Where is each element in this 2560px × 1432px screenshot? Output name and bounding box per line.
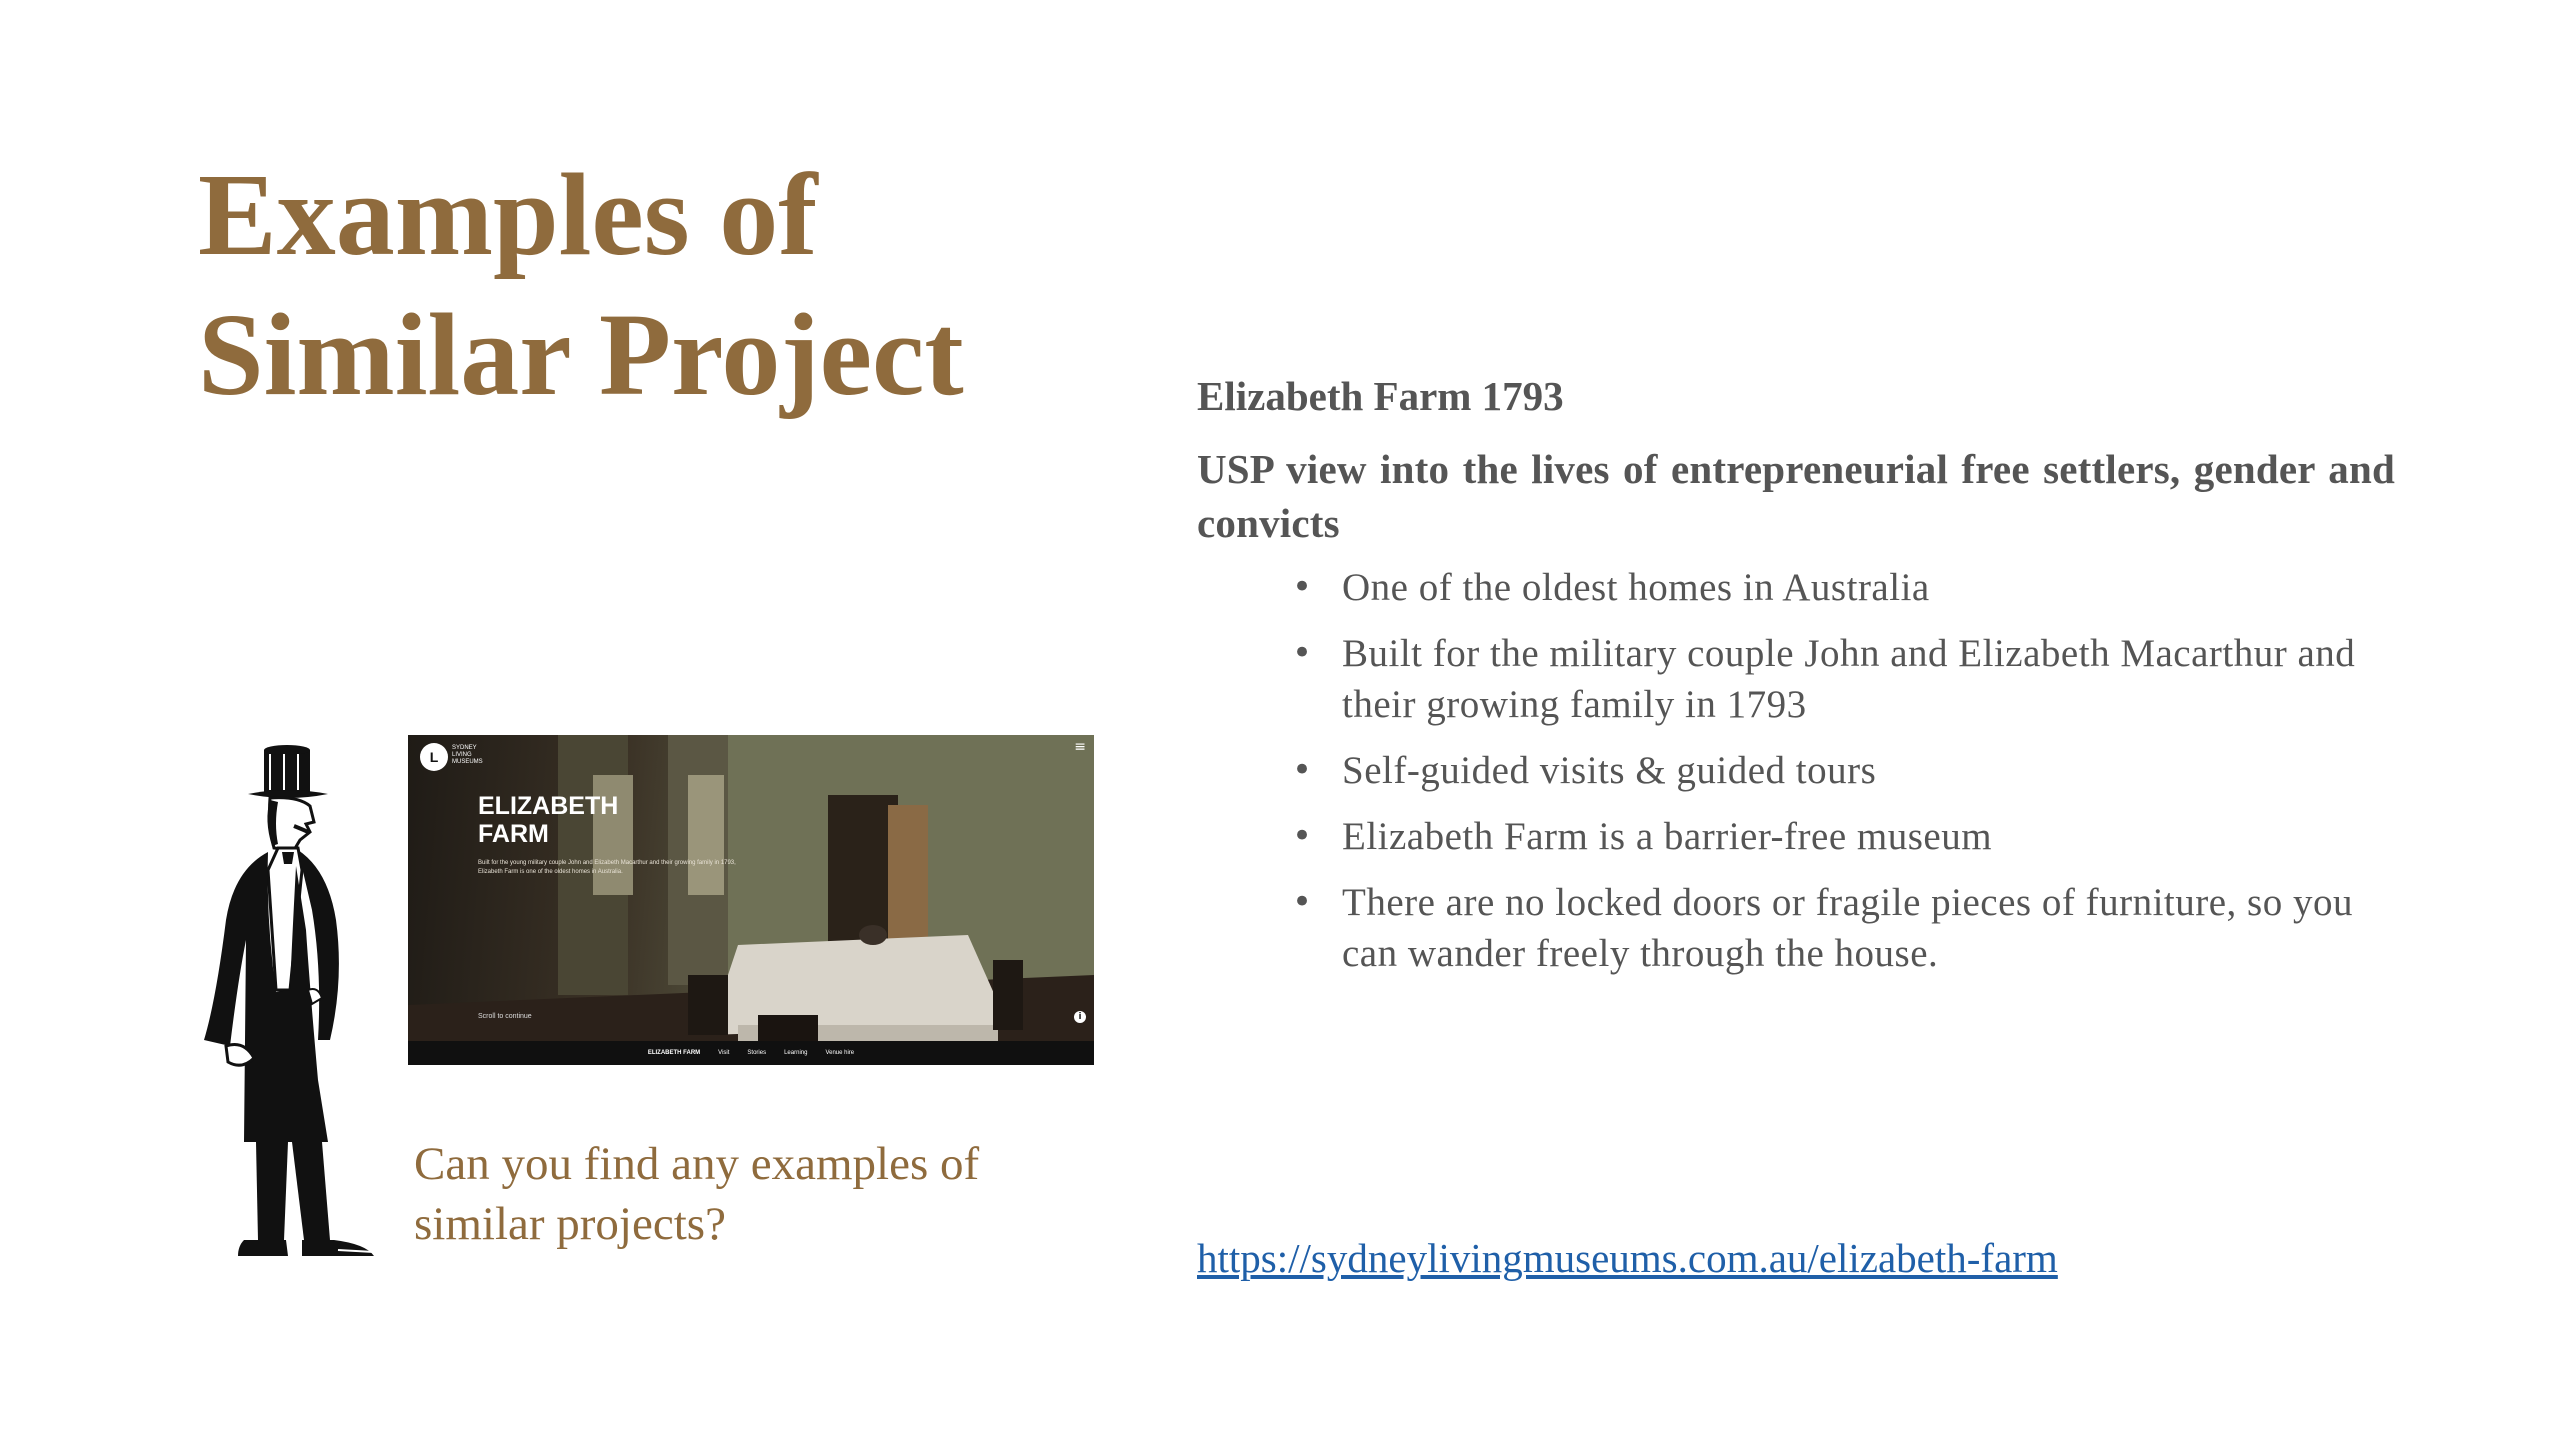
screenshot-heading	[478, 792, 678, 848]
logo-line: SYDNEY	[452, 745, 477, 751]
usp-statement	[1197, 442, 2395, 550]
bullet-text: One of the oldest homes in Australia	[1342, 566, 1930, 609]
bullet-icon: •	[1292, 882, 1313, 922]
nav-item: Learning	[784, 1050, 808, 1056]
slide-title-line-1: Examples of	[198, 149, 818, 280]
bullet-text: Built for the military couple John and Elizabeth Macarthur and their growing family in 1793	[1342, 632, 2356, 726]
screenshot-heading-line: ELIZABETH	[478, 792, 619, 820]
bullet-item	[1292, 562, 2395, 613]
usp-line-2: gender and convicts	[1197, 446, 2396, 546]
museum-link[interactable]: https://sydneylivingmuseums.com.au/elizabeth-farm	[1197, 1235, 2058, 1281]
screenshot-nav	[408, 1041, 1094, 1065]
bullet-icon: •	[1292, 750, 1313, 790]
slide-title	[198, 145, 1198, 425]
bullet-item	[1292, 628, 2395, 730]
bullet-item	[1292, 745, 2395, 796]
info-icon: i	[1074, 1011, 1086, 1023]
logo-line: MUSEUMS	[452, 759, 483, 765]
museum-logo-icon: L	[420, 743, 448, 771]
bullet-text: Elizabeth Farm is a barrier-free museum	[1342, 815, 1993, 858]
subheading: Elizabeth Farm 1793	[1197, 373, 1564, 419]
screenshot-heading-line: FARM	[478, 820, 549, 848]
hamburger-menu-icon: ≡	[1074, 739, 1086, 755]
content-panel	[1197, 368, 2395, 994]
nav-item: ELIZABETH FARM	[647, 1050, 701, 1056]
bullet-icon: •	[1292, 567, 1313, 607]
bullet-icon: •	[1292, 633, 1313, 673]
slide-title-line-2: Similar Project	[198, 289, 964, 420]
bullet-text: Self-guided visits & guided tours	[1342, 749, 1877, 792]
question-text	[414, 1134, 1054, 1254]
bullet-item	[1292, 811, 2395, 862]
question-line-1: Can you find any examples of	[414, 1138, 980, 1190]
nav-item: Visit	[718, 1050, 730, 1056]
gentleman-illustration	[198, 740, 388, 1270]
bullet-text: There are no locked doors or fragile pieces of furniture, so you can wander freely through the house.	[1342, 881, 2353, 975]
logo-line: LIVING	[452, 752, 472, 758]
bullet-item	[1292, 877, 2395, 979]
museum-logo-text	[452, 745, 502, 766]
scroll-hint: Scroll to continue	[478, 1013, 532, 1020]
nav-item: Venue hire	[825, 1050, 855, 1056]
screenshot-description: Built for the young military couple John and Elizabeth Macarthur and their growing family in 1793, Elizabeth Farm is one of the oldest homes in Australia.	[478, 860, 736, 875]
website-screenshot	[408, 735, 1094, 1065]
usp-line-1: USP view into the lives of entrepreneurial free settlers,	[1197, 446, 2181, 492]
bullet-list	[1197, 562, 2395, 979]
nav-item: Stories	[747, 1050, 767, 1056]
bullet-icon: •	[1292, 816, 1313, 856]
question-line-2: similar projects?	[414, 1198, 726, 1250]
